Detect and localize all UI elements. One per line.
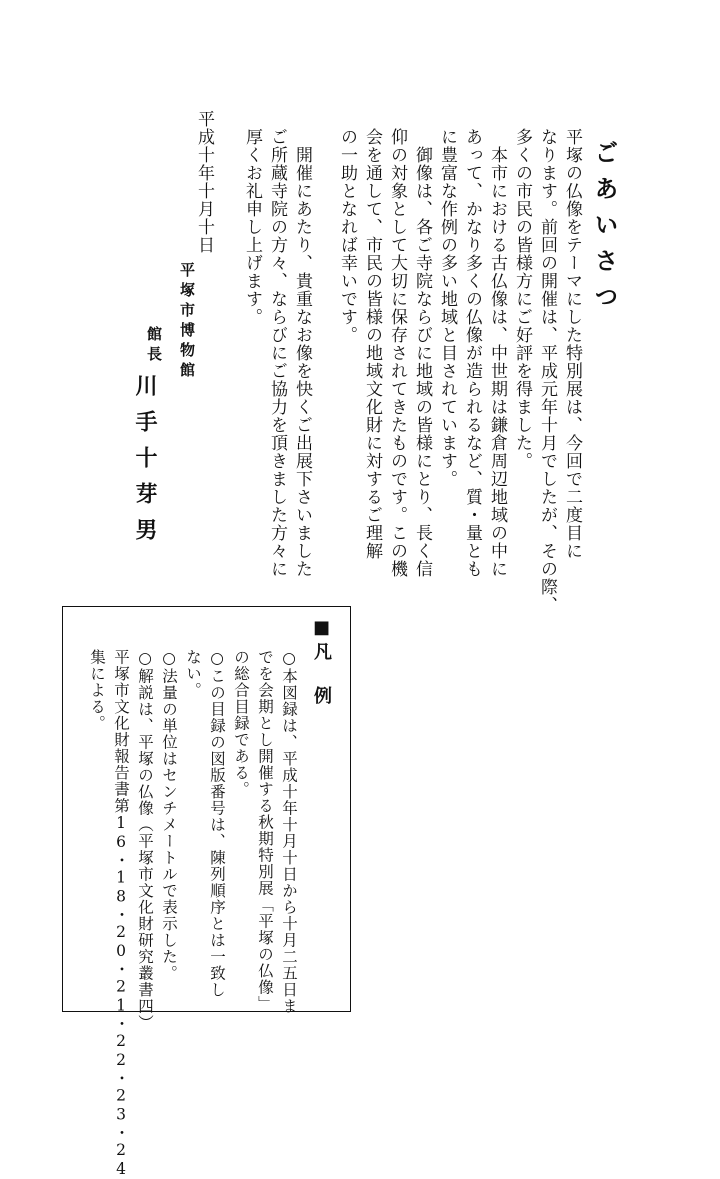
director-name: 川手十芽男 [132, 374, 157, 554]
greeting-line: 多くの市民の皆様方にご好評を得ました。 [512, 128, 532, 470]
director-title: 館長 [145, 326, 163, 366]
greeting-line: 本市における古仏像は、中世期は鎌倉周辺地域の中に [487, 128, 507, 578]
notes-line: 集による。 [88, 649, 106, 732]
notes-line: ○この目録の図版番号は、陳列順序とは一致し [208, 649, 226, 998]
greeting-date: 平成十年十月十日 [194, 110, 214, 254]
notes-line: ○解説は、平塚の仏像（平塚市文化財研究叢書四） [136, 649, 154, 1031]
greeting-line: の一助となれば幸いです。 [337, 128, 357, 344]
notes-line: ○法量の単位はセンチメートルで表示した。 [160, 649, 178, 982]
greeting-line: ご所蔵寺院の方々、ならびにご協力を頂きました方々に [267, 128, 287, 578]
notes-line: ない。 [184, 649, 202, 699]
greeting-title: ごあいさつ [590, 140, 618, 320]
notes-heading: ■凡 例 [311, 617, 332, 708]
notes-line: の総合目録である。 [232, 649, 250, 798]
greeting-line: 開催にあたり、貴重なお像を快くご出展下さいました [292, 128, 312, 578]
greeting-line: なります。前回の開催は、平成元年十月でしたが、その際、 [537, 128, 557, 614]
greeting-line: あって、かなり多くの仏像が造られるなど、質・量とも [462, 128, 482, 578]
notes-line: でを会期とし開催する秋期特別展「平塚の仏像」 [256, 649, 274, 1012]
greeting-line: 厚くお礼申し上げます。 [242, 128, 262, 326]
museum-name: 平塚市博物館 [178, 262, 196, 382]
notes-box [62, 606, 351, 1179]
greeting-line: 平塚の仏像をテーマにした特別展は、今回で二度目に [562, 128, 582, 560]
notes-line: ○本図録は、平成十年十月十日から十月二五日ま [280, 649, 298, 1015]
greeting-line: 会を通して、市民の皆様の地域文化財に対するご理解 [362, 128, 382, 560]
greeting-line: 御像は、各ご寺院ならびに地域の皆様にとり、長く信 [412, 128, 432, 578]
greeting-line: 仰の対象として大切に保存されてきたものです。この機 [387, 128, 407, 578]
greeting-line: に豊富な作例の多い地域と目されています。 [437, 128, 457, 488]
notes-line: 平塚市文化財報告書第16・18・20・21・22・23・24 [112, 649, 130, 1179]
